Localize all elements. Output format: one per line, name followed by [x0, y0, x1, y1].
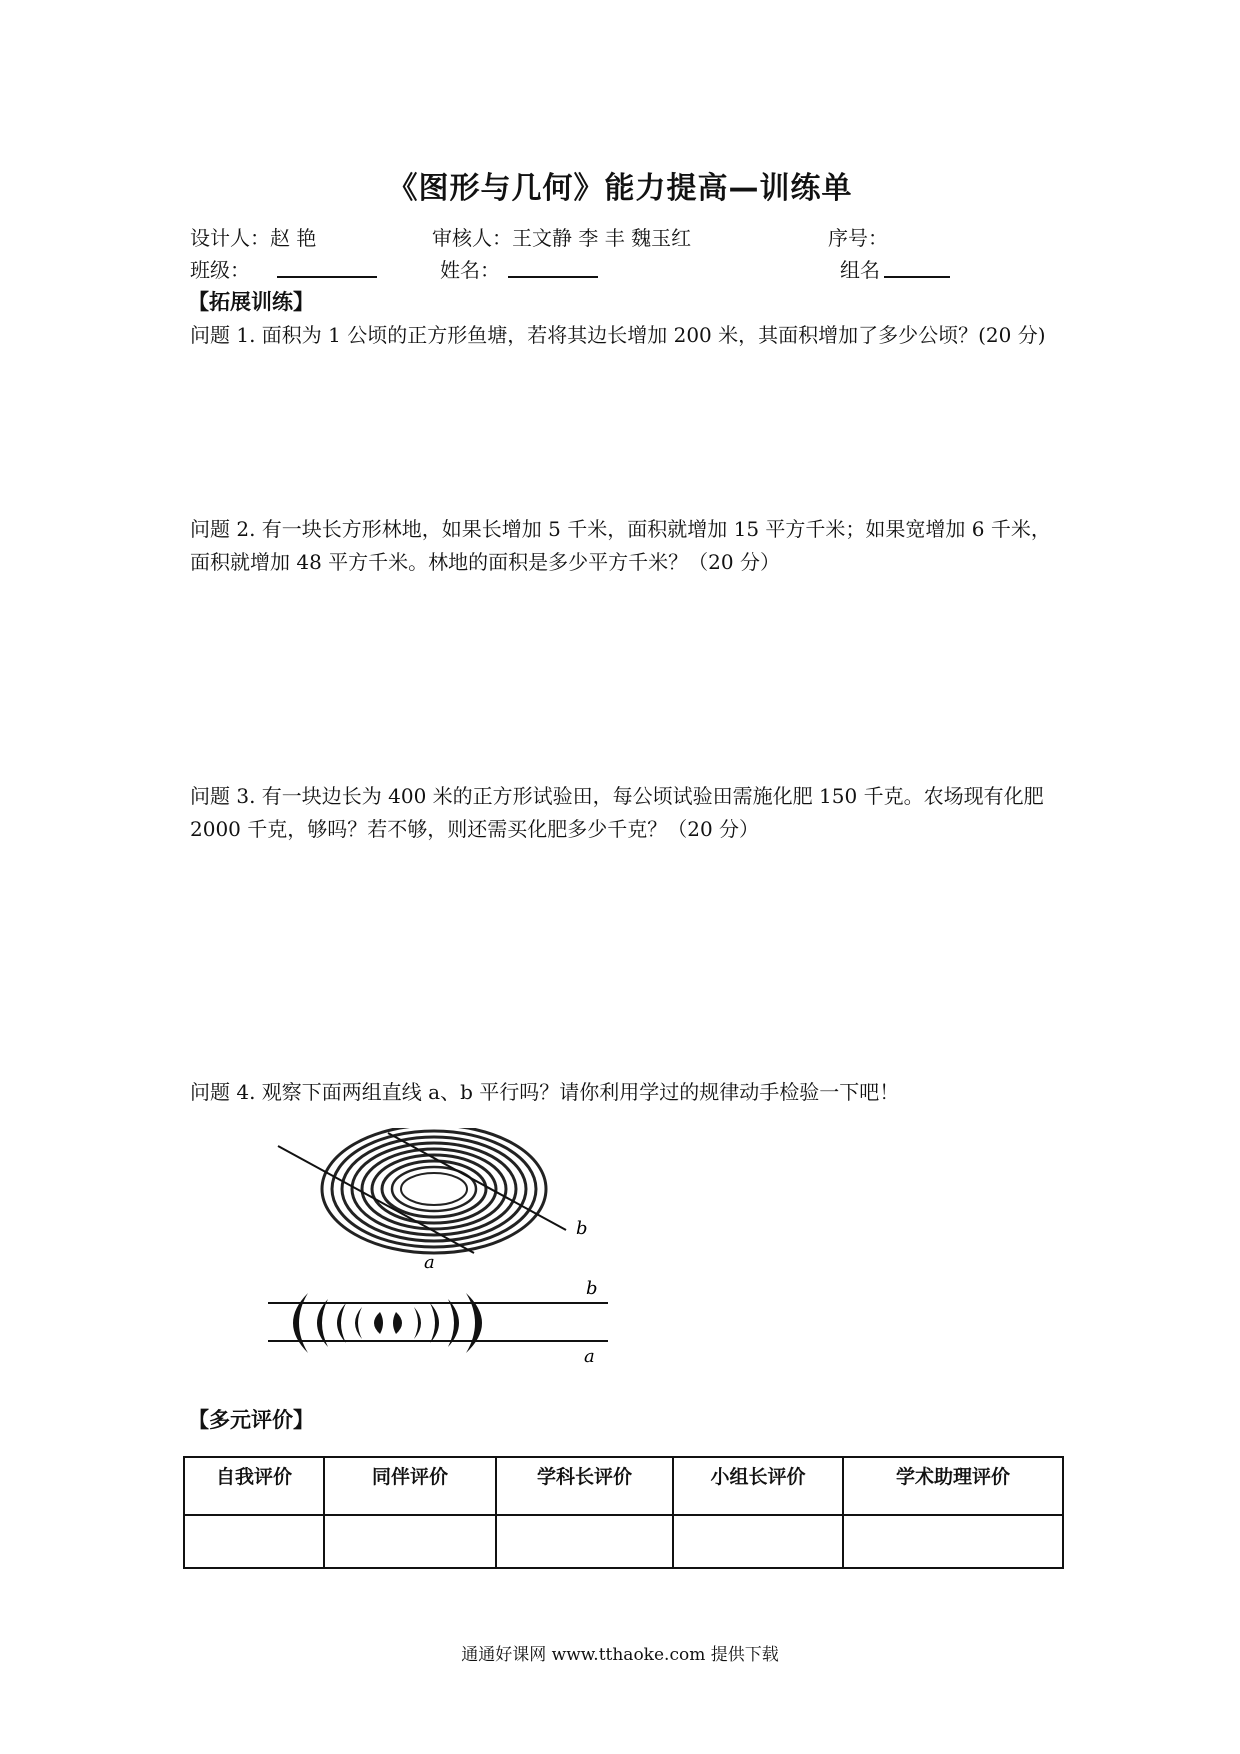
serial-label: 序号：	[828, 226, 888, 250]
evaluation-table	[183, 1456, 1064, 1569]
spiral-circles-illusion	[322, 1128, 546, 1253]
section-evaluation: 【多元评价】	[188, 1408, 314, 1432]
name-label: 姓名：	[440, 258, 500, 282]
cell-group-leader-eval[interactable]	[673, 1515, 843, 1568]
group-label: 组名	[840, 258, 880, 282]
question-1: 问题 1. 面积为 1 公顷的正方形鱼塘，若将其边长增加 200 米，其面积增加了多少公顷？(20 分)	[190, 323, 1046, 347]
cell-subject-leader-eval[interactable]	[496, 1515, 673, 1568]
class-blank[interactable]	[277, 254, 377, 278]
class-label: 班级：	[190, 258, 250, 282]
header-subject-leader-eval: 学科长评价	[496, 1457, 673, 1515]
reviewers-line: 审核人：王文静 李 丰 魏玉红	[432, 226, 692, 250]
designer-line: 设计人：赵 艳	[190, 226, 317, 250]
table-row	[184, 1515, 1063, 1568]
parallel-lines-figure	[248, 1128, 628, 1368]
header-self-eval: 自我评价	[184, 1457, 324, 1515]
page-title: 《图形与几何》能力提高—训练单	[387, 171, 853, 206]
question-3: 问题 3. 有一块边长为 400 米的正方形试验田，每公顷试验田需施化肥 150 千克。农场现有化肥 2000 千克，够吗？若不够，则还需买化肥多少千克？（20 分）	[190, 784, 1044, 841]
label-a-upper: a	[424, 1252, 435, 1273]
header-group-leader-eval: 小组长评价	[673, 1457, 843, 1515]
header-academic-assistant-eval: 学术助理评价	[843, 1457, 1063, 1515]
name-blank[interactable]	[508, 254, 598, 278]
group-blank[interactable]	[884, 254, 950, 278]
label-b-upper: b	[576, 1218, 588, 1239]
question-2: 问题 2. 有一块长方形林地，如果长增加 5 千米，面积就增加 15 平方千米；如果宽增加 6 千米，面积就增加 48 平方千米。林地的面积是多少平方千米？（20 分）	[190, 517, 1051, 574]
footer-text: 通通好课网 www.tthaoke.com 提供下载	[461, 1645, 779, 1665]
cell-academic-assistant-eval[interactable]	[843, 1515, 1063, 1568]
cell-self-eval[interactable]	[184, 1515, 324, 1568]
cell-peer-eval[interactable]	[324, 1515, 496, 1568]
table-row	[184, 1457, 1063, 1515]
section-training: 【拓展训练】	[188, 290, 314, 314]
header-peer-eval: 同伴评价	[324, 1457, 496, 1515]
question-4: 问题 4. 观察下面两组直线 a、b 平行吗？请你利用学过的规律动手检验一下吧！	[190, 1080, 900, 1104]
label-a-lower: a	[584, 1346, 595, 1367]
label-b-lower: b	[586, 1278, 598, 1299]
